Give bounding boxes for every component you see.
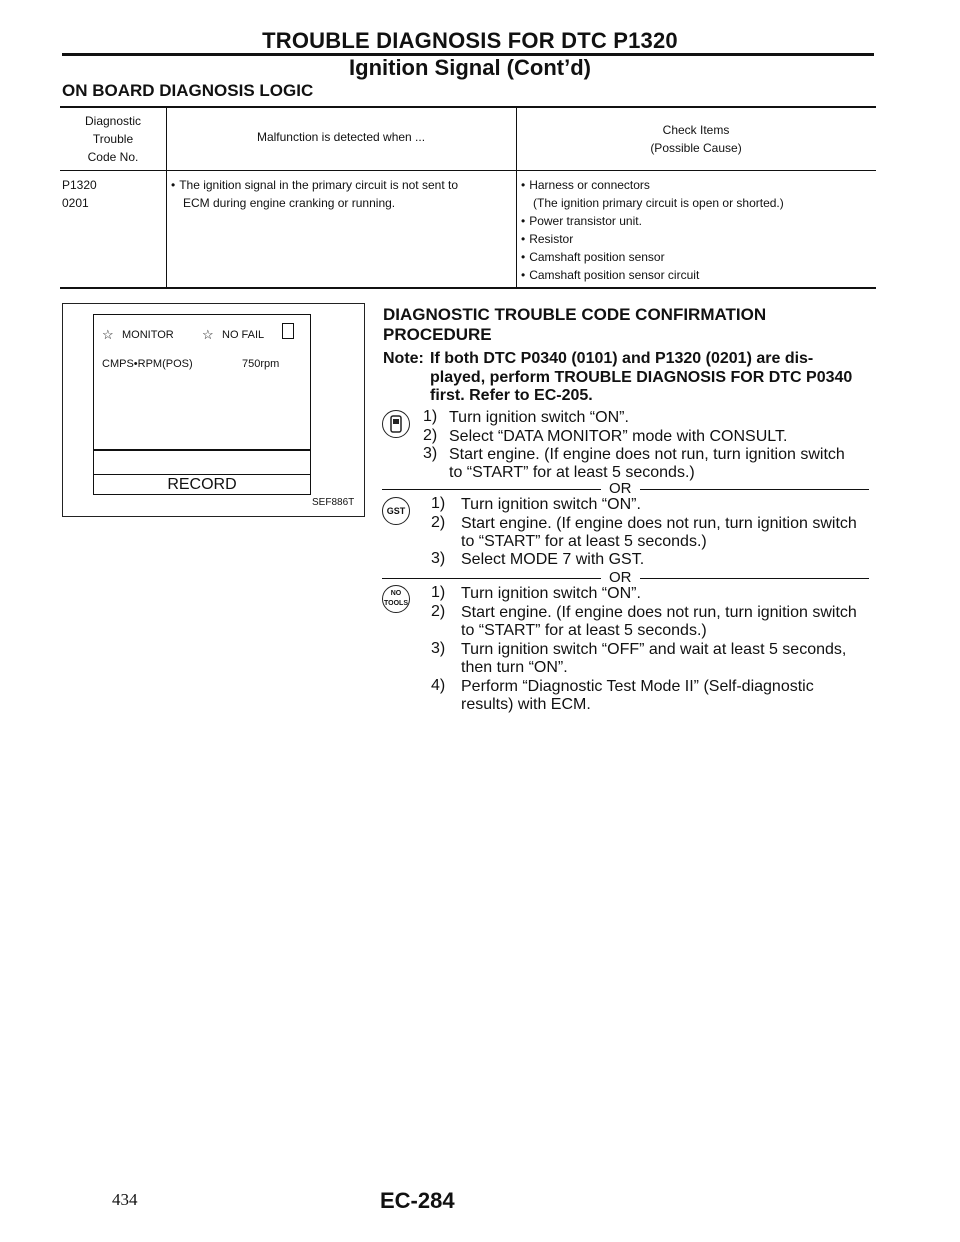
note-line-3: first. Refer to EC-205.: [430, 387, 593, 404]
notools-step-1-num: 1): [431, 584, 446, 601]
notools-step-1: Turn ignition switch “ON”.: [461, 585, 641, 602]
or-divider-right: [640, 578, 869, 579]
note-label: Note:: [383, 350, 424, 367]
note-line-1: If both DTC P0340 (0101) and P1320 (0201) are dis-: [430, 350, 814, 367]
consult-step-3-num: 3): [423, 445, 438, 462]
data-monitor-figure: [62, 303, 365, 517]
gst-step-1: Turn ignition switch “ON”.: [461, 496, 641, 513]
param-value: 750rpm: [242, 358, 280, 370]
figure-code: SEF886T: [312, 497, 355, 508]
consult-device-icon: [389, 415, 403, 433]
table-cell-malfunction: • The ignition signal in the primary circuit is not sent to ECM during engine cranking or running.: [171, 176, 516, 212]
or-divider-left: [382, 489, 601, 490]
page-number: 434: [112, 1190, 138, 1209]
notools-step-2-num: 2): [431, 603, 446, 620]
gst-step-3-num: 3): [431, 550, 446, 567]
table-cell-check-items: • Harness or connectors (The ignition primary circuit is open or shorted.) • Power transistor unit. • Resistor • Camshaft position sensor • Camshaft position sensor circuit: [521, 176, 876, 284]
monitor-label: MONITOR: [122, 329, 174, 341]
table-border-top: [60, 106, 876, 108]
consult-step-3-line1: Start engine. (If engine does not run, turn ignition switch: [449, 446, 845, 463]
screen-divider: [94, 449, 310, 451]
or-label: OR: [609, 480, 632, 497]
dtc-table: [60, 106, 876, 289]
gst-icon: GST: [382, 497, 410, 525]
notools-step-4-num: 4): [431, 677, 446, 694]
page-subtitle: Ignition Signal (Cont’d): [349, 55, 591, 80]
procedure-heading-line2: PROCEDURE: [383, 325, 492, 344]
notools-step-2-line2: to “START” for at least 5 seconds.): [461, 622, 707, 639]
gst-step-1-num: 1): [431, 495, 446, 512]
consult-icon: [382, 410, 410, 438]
table-border-bottom: [60, 287, 876, 289]
notools-step-4-line1: Perform “Diagnostic Test Mode II” (Self-diagnostic: [461, 678, 814, 695]
or-divider-right: [640, 489, 869, 490]
consult-step-1: Turn ignition switch “ON”.: [449, 409, 629, 426]
consult-step-2-num: 2): [423, 427, 438, 444]
star-icon: ☆: [102, 327, 114, 342]
table-header-divider: [60, 170, 876, 171]
gst-step-2-num: 2): [431, 514, 446, 531]
param-name: CMPS•RPM(POS): [102, 358, 193, 370]
procedure-heading-line1: DIAGNOSTIC TROUBLE CODE CONFIRMATION: [383, 305, 767, 324]
notools-step-2-line1: Start engine. (If engine does not run, turn ignition switch: [461, 604, 857, 621]
section-title: ON BOARD DIAGNOSIS LOGIC: [62, 81, 314, 100]
gst-step-2-line1: Start engine. (If engine does not run, turn ignition switch: [461, 515, 857, 532]
table-header-code: Diagnostic Trouble Code No.: [84, 114, 142, 164]
or-label: OR: [609, 569, 632, 586]
page-title: TROUBLE DIAGNOSIS FOR DTC P1320: [262, 28, 678, 53]
notools-step-3-line1: Turn ignition switch “OFF” and wait at least 5 seconds,: [461, 641, 847, 658]
gst-step-2-line2: to “START” for at least 5 seconds.): [461, 533, 707, 550]
monitor-screen: [93, 314, 311, 475]
table-header-malfunction: Malfunction is detected when ...: [256, 130, 426, 144]
note-line-2: played, perform TROUBLE DIAGNOSIS FOR DTC P0340: [430, 369, 853, 386]
consult-step-2: Select “DATA MONITOR” mode with CONSULT.: [449, 428, 788, 445]
page-code: EC-284: [380, 1188, 455, 1213]
consult-step-1-num: 1): [423, 408, 438, 425]
no-fail-label: NO FAIL: [222, 329, 265, 341]
record-button[interactable]: RECORD: [93, 474, 311, 495]
notools-step-3-line2: then turn “ON”.: [461, 659, 568, 676]
table-cell-code: P1320 0201: [62, 178, 97, 210]
gst-step-3: Select MODE 7 with GST.: [461, 551, 645, 568]
notools-step-4-line2: results) with ECM.: [461, 696, 591, 713]
or-divider-left: [382, 578, 601, 579]
consult-step-3-line2: to “START” for at least 5 seconds.): [449, 464, 695, 481]
checkbox-icon: [282, 323, 294, 339]
star-icon: ☆: [202, 327, 214, 342]
table-header-check-items: Check Items (Possible Cause): [650, 123, 742, 155]
no-tools-icon: NO TOOLS: [382, 585, 410, 613]
notools-step-3-num: 3): [431, 640, 446, 657]
